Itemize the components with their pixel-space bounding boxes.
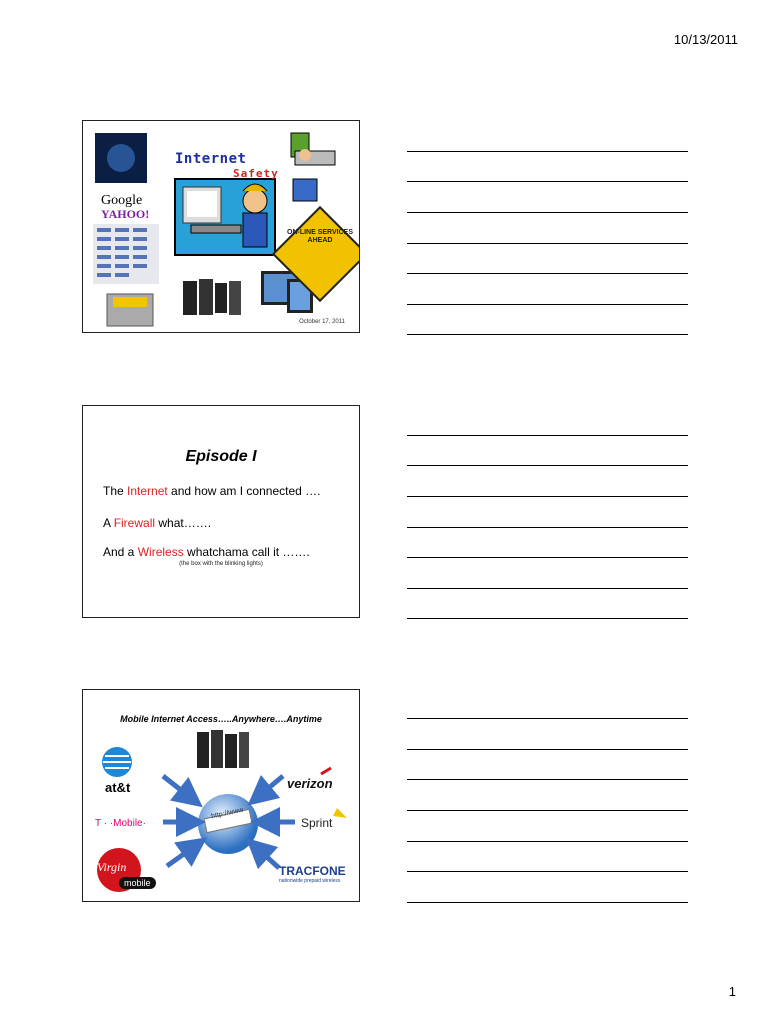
- tracfone-logo: TRACFONE: [279, 864, 346, 878]
- virgin-mobile-label: mobile: [119, 877, 156, 889]
- yahoo-logo: YAHOO!: [101, 207, 150, 221]
- slide-2-heading: Episode I: [185, 448, 257, 465]
- road-sign-text: ON-LINE SERVICES AHEAD: [287, 229, 353, 244]
- globe-url-text: http://www: [210, 806, 245, 821]
- slide-1: [82, 120, 360, 333]
- slide-2-note: (the box with the blinking lights): [179, 561, 263, 567]
- slide-2-line-1: The Internet and how am I connected ….: [103, 484, 321, 498]
- page-number: 1: [728, 984, 736, 999]
- slide-1-subtitle: Safety: [233, 167, 279, 180]
- slide-3: [82, 689, 360, 902]
- att-logo: at&t: [105, 780, 131, 795]
- tracfone-tagline: nationwide prepaid wireless: [279, 878, 341, 884]
- slide-3-heading: Mobile Internet Access…..Anywhere….Anytime: [120, 714, 322, 724]
- slide-2: [82, 405, 360, 618]
- virgin-logo: Virgin: [97, 860, 127, 874]
- slide-2-line-2: A Firewall what…….: [103, 516, 212, 530]
- slide-2-line-3: And a Wireless whatchama call it …….: [103, 545, 310, 559]
- sprint-logo: Sprint: [301, 816, 333, 830]
- google-logo: Google: [101, 193, 143, 208]
- verizon-logo: verizon: [287, 776, 333, 791]
- header-date: 10/13/2011: [673, 32, 738, 47]
- tmobile-logo: T · ·Mobile·: [95, 818, 146, 829]
- slide-1-date: October 17, 2011: [299, 319, 345, 325]
- slide-1-title: Internet: [175, 151, 247, 167]
